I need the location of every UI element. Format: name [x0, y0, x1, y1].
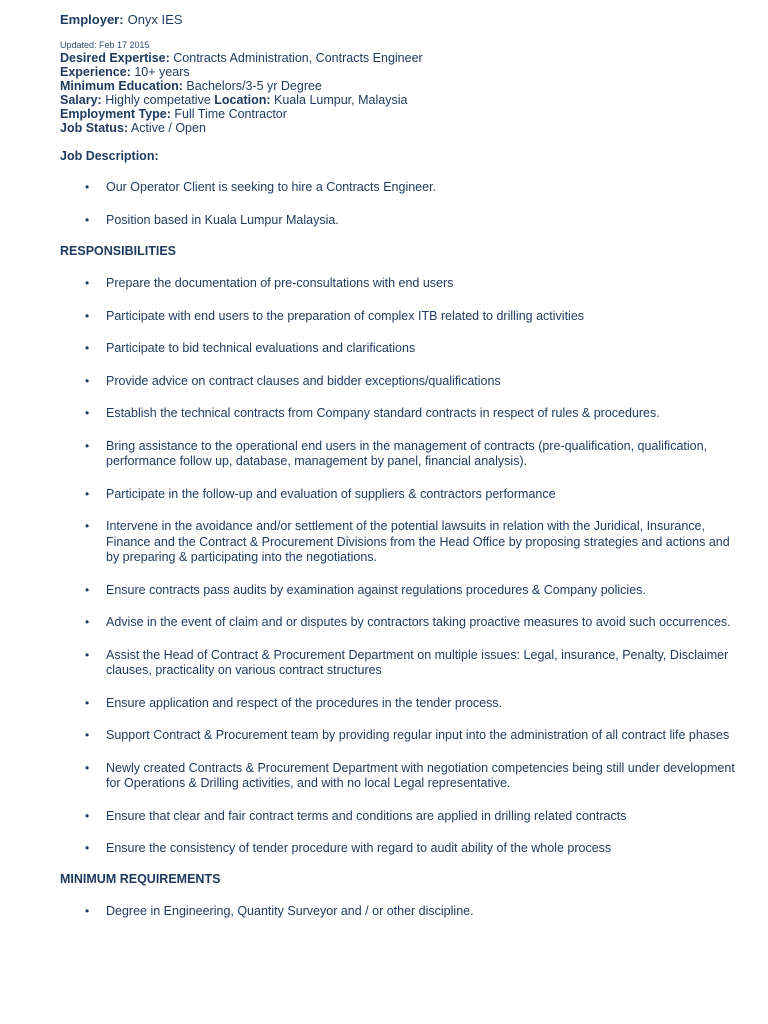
list-item: [60, 341, 740, 357]
bullet-icon: •: [85, 438, 90, 453]
list-item-text: Prepare the documentation of pre-consultations with end users: [106, 276, 454, 290]
employer-value: Onyx IES: [127, 12, 183, 27]
list-item-text: Newly created Contracts & Procurement Department with negotiation competencies being still under development for Operations & Drilling activities, and with no local Legal representative.: [106, 760, 735, 790]
employer-label: Employer:: [60, 12, 124, 27]
location-label: Location:: [214, 93, 271, 107]
employment-type-row: [60, 107, 740, 121]
min-education-value: Bachelors/3-5 yr Degree: [186, 79, 322, 93]
list-item: [60, 583, 740, 599]
list-item: [60, 374, 740, 390]
list-item: [60, 696, 740, 712]
list-item-text: Bring assistance to the operational end users in the management of contracts (pre-qualification, qualification, performance follow up, database, management by panel, financial analysis).: [106, 438, 708, 468]
list-item-text: Intervene in the avoidance and/or settlement of the potential lawsuits in relation with the Juridical, Insurance, Finance and the Contract & Procurement Divisions from the Head Office by proposing strategies and actions and by preparing & participating into the negotiations.: [106, 519, 730, 564]
bullet-icon: •: [85, 276, 90, 290]
updated-date: Updated: Feb 17 2015: [60, 40, 150, 50]
employment-type-label: Employment Type:: [60, 107, 171, 121]
location-value: Kuala Lumpur, Malaysia: [274, 93, 408, 107]
responsibilities-list: [60, 276, 740, 857]
min-education-label: Minimum Education:: [60, 79, 183, 93]
bullet-icon: •: [85, 406, 90, 420]
list-item: [60, 276, 740, 292]
desired-expertise-row: [60, 51, 740, 65]
bullet-icon: •: [85, 808, 90, 823]
job-status-label: Job Status:: [60, 121, 129, 135]
list-item-text: Participate to bid technical evaluations and clarifications: [106, 341, 416, 355]
list-item-text: Ensure that clear and fair contract terms and conditions are applied in drilling related contracts: [106, 808, 627, 823]
list-item: [60, 809, 740, 825]
bullet-icon: •: [85, 582, 90, 597]
list-item: [60, 213, 740, 229]
experience-label: Experience:: [60, 65, 131, 79]
list-item: [60, 439, 740, 470]
desired-expertise-label: Desired Expertise:: [60, 51, 170, 65]
list-item: [60, 761, 740, 792]
bullet-icon: •: [85, 647, 90, 662]
job-meta: [60, 51, 740, 135]
list-item-text: Ensure application and respect of the procedures in the tender process.: [106, 695, 503, 710]
bullet-icon: •: [85, 903, 90, 918]
job-posting: [60, 12, 740, 919]
job-status-row: [60, 121, 740, 135]
list-item: [60, 728, 740, 744]
bullet-icon: •: [85, 760, 90, 775]
list-item-text: Support Contract & Procurement team by providing regular input into the administration of all contract life phases: [106, 728, 730, 742]
list-item-text: Ensure the consistency of tender procedure with regard to audit ability of the whole process: [106, 841, 612, 855]
bullet-icon: •: [85, 841, 90, 855]
experience-value: 10+ years: [134, 65, 190, 79]
list-item-text: Ensure contracts pass audits by examination against regulations procedures & Company policies.: [106, 582, 646, 597]
bullet-icon: •: [85, 486, 90, 501]
list-item: [60, 648, 740, 679]
list-item-text: Degree in Engineering, Quantity Surveyor and / or other discipline.: [106, 903, 474, 918]
list-item-text: Advise in the event of claim and or disputes by contractors taking proactive measures to avoid such occurrences.: [106, 615, 731, 629]
bullet-icon: •: [85, 728, 90, 742]
job-description-list: [60, 180, 740, 228]
list-item-text: Participate with end users to the preparation of complex ITB related to drilling activities: [106, 308, 585, 323]
bullet-icon: •: [85, 180, 90, 194]
list-item-text: Our Operator Client is seeking to hire a Contracts Engineer.: [106, 180, 437, 194]
experience-row: [60, 65, 740, 79]
list-item-text: Assist the Head of Contract & Procurement Department on multiple issues: Legal, insurance, Penalty, Disclaimer clauses, practicality on various contract structures: [106, 647, 729, 677]
list-item: [60, 904, 740, 920]
list-item: [60, 487, 740, 503]
list-item-text: Position based in Kuala Lumpur Malaysia.: [106, 212, 339, 227]
bullet-icon: •: [85, 519, 90, 533]
responsibilities-title: RESPONSIBILITIES: [60, 244, 176, 258]
list-item: [60, 841, 740, 857]
bullet-icon: •: [85, 341, 90, 355]
list-item: [60, 406, 740, 422]
list-item-text: Establish the technical contracts from Company standard contracts in respect of rules & procedures.: [106, 406, 660, 420]
salary-location-row: [60, 93, 740, 107]
bullet-icon: •: [85, 212, 90, 227]
bullet-icon: •: [85, 308, 90, 323]
bullet-icon: •: [85, 615, 90, 629]
job-description-title: Job Description:: [60, 149, 159, 163]
min-education-row: [60, 79, 740, 93]
list-item: [60, 519, 740, 566]
salary-value: Highly competative: [105, 93, 211, 107]
salary-label: Salary:: [60, 93, 102, 107]
employment-type-value: Full Time Contractor: [174, 107, 287, 121]
employer-line: [60, 12, 740, 28]
list-item: [60, 309, 740, 325]
desired-expertise-value: Contracts Administration, Contracts Engineer: [173, 51, 423, 65]
bullet-icon: •: [85, 373, 90, 388]
bullet-icon: •: [85, 695, 90, 710]
minimum-requirements-title: MINIMUM REQUIREMENTS: [60, 871, 221, 886]
list-item-text: Participate in the follow-up and evaluation of suppliers & contractors performance: [106, 486, 556, 501]
minimum-requirements-list: [60, 904, 740, 920]
job-status-value: Active / Open: [130, 121, 206, 135]
list-item: [60, 615, 740, 631]
list-item: [60, 180, 740, 196]
list-item-text: Provide advice on contract clauses and bidder exceptions/qualifications: [106, 373, 501, 388]
